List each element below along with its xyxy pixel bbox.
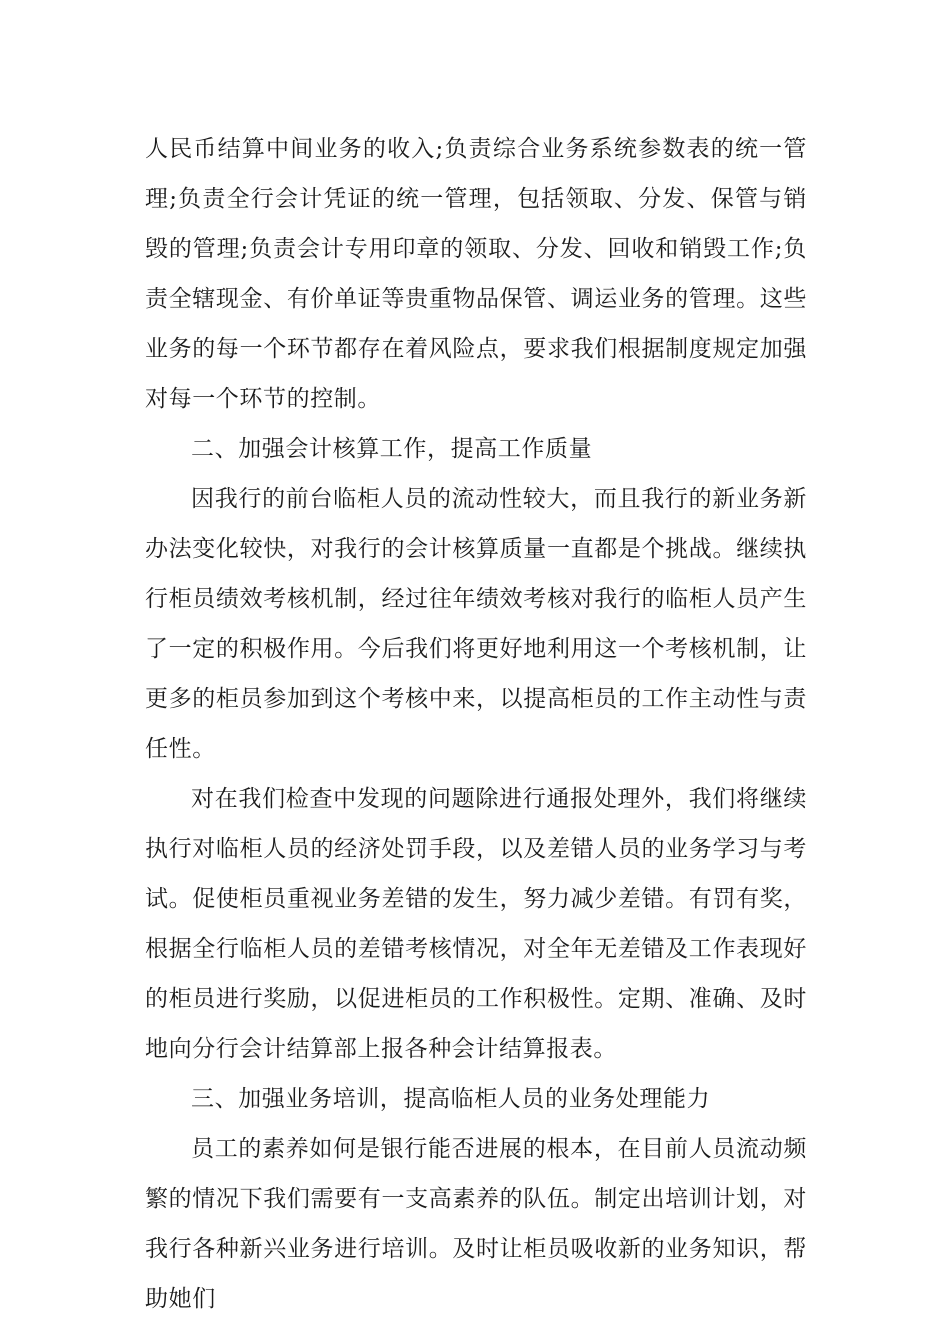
section-heading-training: 三、加强业务培训，提高临柜人员的业务处理能力	[191, 1086, 711, 1112]
paragraph-error-handling: 对在我们检查中发现的问题除进行通报处理外，我们将继续执行对临柜人员的经济处罚手段，以及差错人员的业务学习与考试。促使柜员重视业务差错的发生，努力减少差错。有罚有奖，根据全行临柜人员的差错考核情况，对全年无差错及工作表现好的柜员进行奖励，以促进柜员的工作积极性。定期、准确、及时地向分行会计结算部上报各种会计结算报表。	[145, 786, 807, 1062]
paragraph-staff-training: 员工的素养如何是银行能否进展的根本，在目前人员流动频繁的情况下我们需要有一支高素养的队伍。制定出培训计划，对我行各种新兴业务进行培训。及时让柜员吸收新的业务知识，帮助她们	[145, 1136, 807, 1312]
paragraph-accounting-quality: 因我行的前台临柜人员的流动性较大，而且我行的新业务新办法变化较快，对我行的会计核算质量一直都是个挑战。继续执行柜员绩效考核机制，经过往年绩效考核对我行的临柜人员产生了一定的积极作用。今后我们将更好地利用这一个考核机制，让更多的柜员参加到这个考核中来，以提高柜员的工作主动性与责任性。	[145, 486, 807, 762]
paragraph-responsibilities: 人民币结算中间业务的收入;负责综合业务系统参数表的统一管理;负责全行会计凭证的统一管理，包括领取、分发、保管与销毁的管理;负责会计专用印章的领取、分发、回收和销毁工作;负责全辖现金、有价单证等贵重物品保管、调运业务的管理。这些业务的每一个环节都存在着风险点，要求我们根据制度规定加强对每一个环节的控制。	[145, 136, 807, 412]
section-heading-accounting: 二、加强会计核算工作，提高工作质量	[191, 436, 593, 462]
document-body	[145, 124, 807, 1324]
